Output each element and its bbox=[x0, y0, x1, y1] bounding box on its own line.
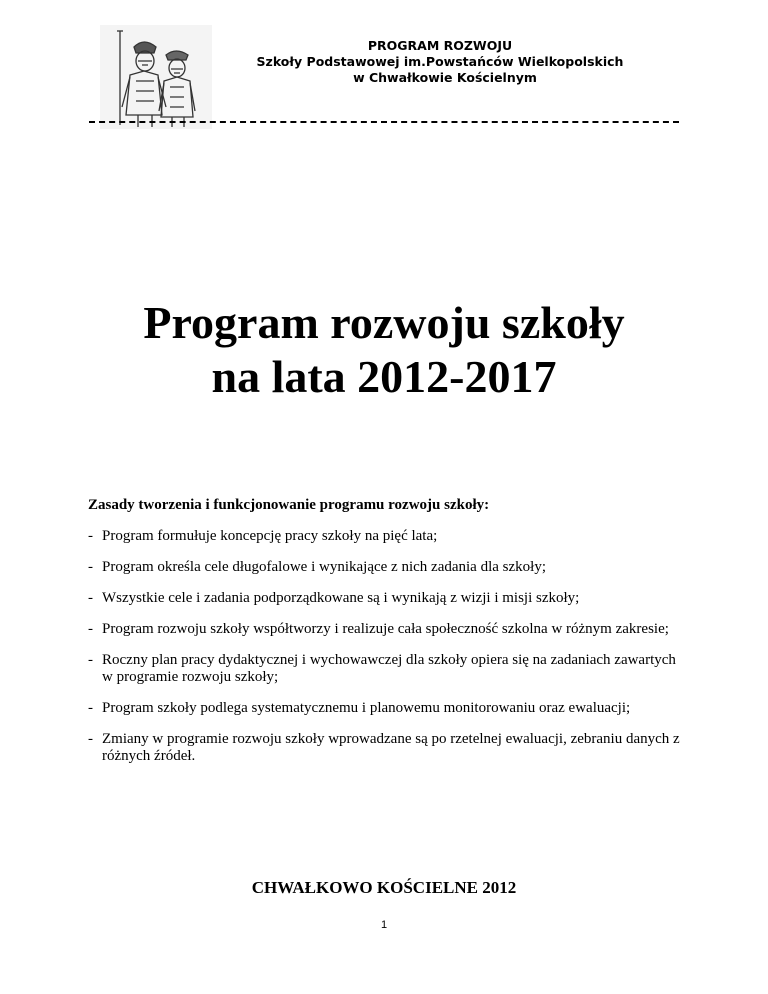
title-line-2: na lata 2012-2017 bbox=[211, 351, 557, 402]
logo-sketch-icon bbox=[100, 25, 212, 129]
header-school-location: w Chwałkowie Kościelnym bbox=[353, 70, 537, 85]
list-item-text: Program rozwoju szkoły współtworzy i realizuje cała społeczność szkolna w różnym zakresie; bbox=[102, 621, 669, 637]
principles-section bbox=[88, 497, 688, 779]
header-program-title: PROGRAM ROZWOJU bbox=[367, 38, 513, 53]
list-item: - Zmiany w programie rozwoju szkoły wprowadzane są po rzetelnej ewaluacji, zebraniu danych z różnych źródeł. bbox=[88, 731, 680, 764]
school-logo-insurgents-drawing bbox=[100, 25, 212, 129]
document-header bbox=[230, 38, 650, 86]
list-item-text: Zmiany w programie rozwoju szkoły wprowadzane są po rzetelnej ewaluacji, zebraniu danych z różnych źródeł. bbox=[102, 731, 680, 764]
list-item: - Program rozwoju szkoły współtworzy i realizuje cała społeczność szkolna w różnym zakresie; bbox=[88, 621, 669, 637]
footer-place-year: CHWAŁKOWO KOŚCIELNE 2012 bbox=[251, 878, 517, 897]
list-item: - Roczny plan pracy dydaktycznej i wychowawczej dla szkoły opiera się na zadaniach zawartych w programie rozwoju szkoły; bbox=[88, 652, 676, 685]
principles-heading: Zasady tworzenia i funkcjonowanie programu rozwoju szkoły: bbox=[88, 497, 490, 513]
list-item: - Program szkoły podlega systematycznemu i planowemu monitorowaniu oraz ewaluacji; bbox=[88, 700, 631, 716]
list-item-text: Program szkoły podlega systematycznemu i planowemu monitorowaniu oraz ewaluacji; bbox=[102, 700, 631, 716]
list-item: - Program określa cele długofalowe i wynikające z nich zadania dla szkoły; bbox=[88, 559, 546, 575]
page-number: 1 bbox=[380, 919, 388, 931]
list-item-text: Program formułuje koncepcję pracy szkoły na pięć lata; bbox=[102, 528, 438, 544]
header-dashed-divider bbox=[89, 121, 679, 125]
list-item: - Program formułuje koncepcję pracy szkoły na pięć lata; bbox=[88, 528, 438, 544]
document-title bbox=[0, 296, 768, 404]
list-item-text: Wszystkie cele i zadania podporządkowane są i wynikają z wizji i misji szkoły; bbox=[102, 590, 580, 606]
title-line-1: Program rozwoju szkoły bbox=[143, 297, 625, 348]
header-school-name: Szkoły Podstawowej im.Powstańców Wielkopolskich bbox=[256, 54, 624, 69]
list-item-text: Roczny plan pracy dydaktycznej i wychowawczej dla szkoły opiera się na zadaniach zawartych w programie rozwoju szkoły; bbox=[102, 652, 676, 685]
list-item: - Wszystkie cele i zadania podporządkowane są i wynikają z wizji i misji szkoły; bbox=[88, 590, 580, 606]
list-item-text: Program określa cele długofalowe i wynikające z nich zadania dla szkoły; bbox=[102, 559, 546, 575]
